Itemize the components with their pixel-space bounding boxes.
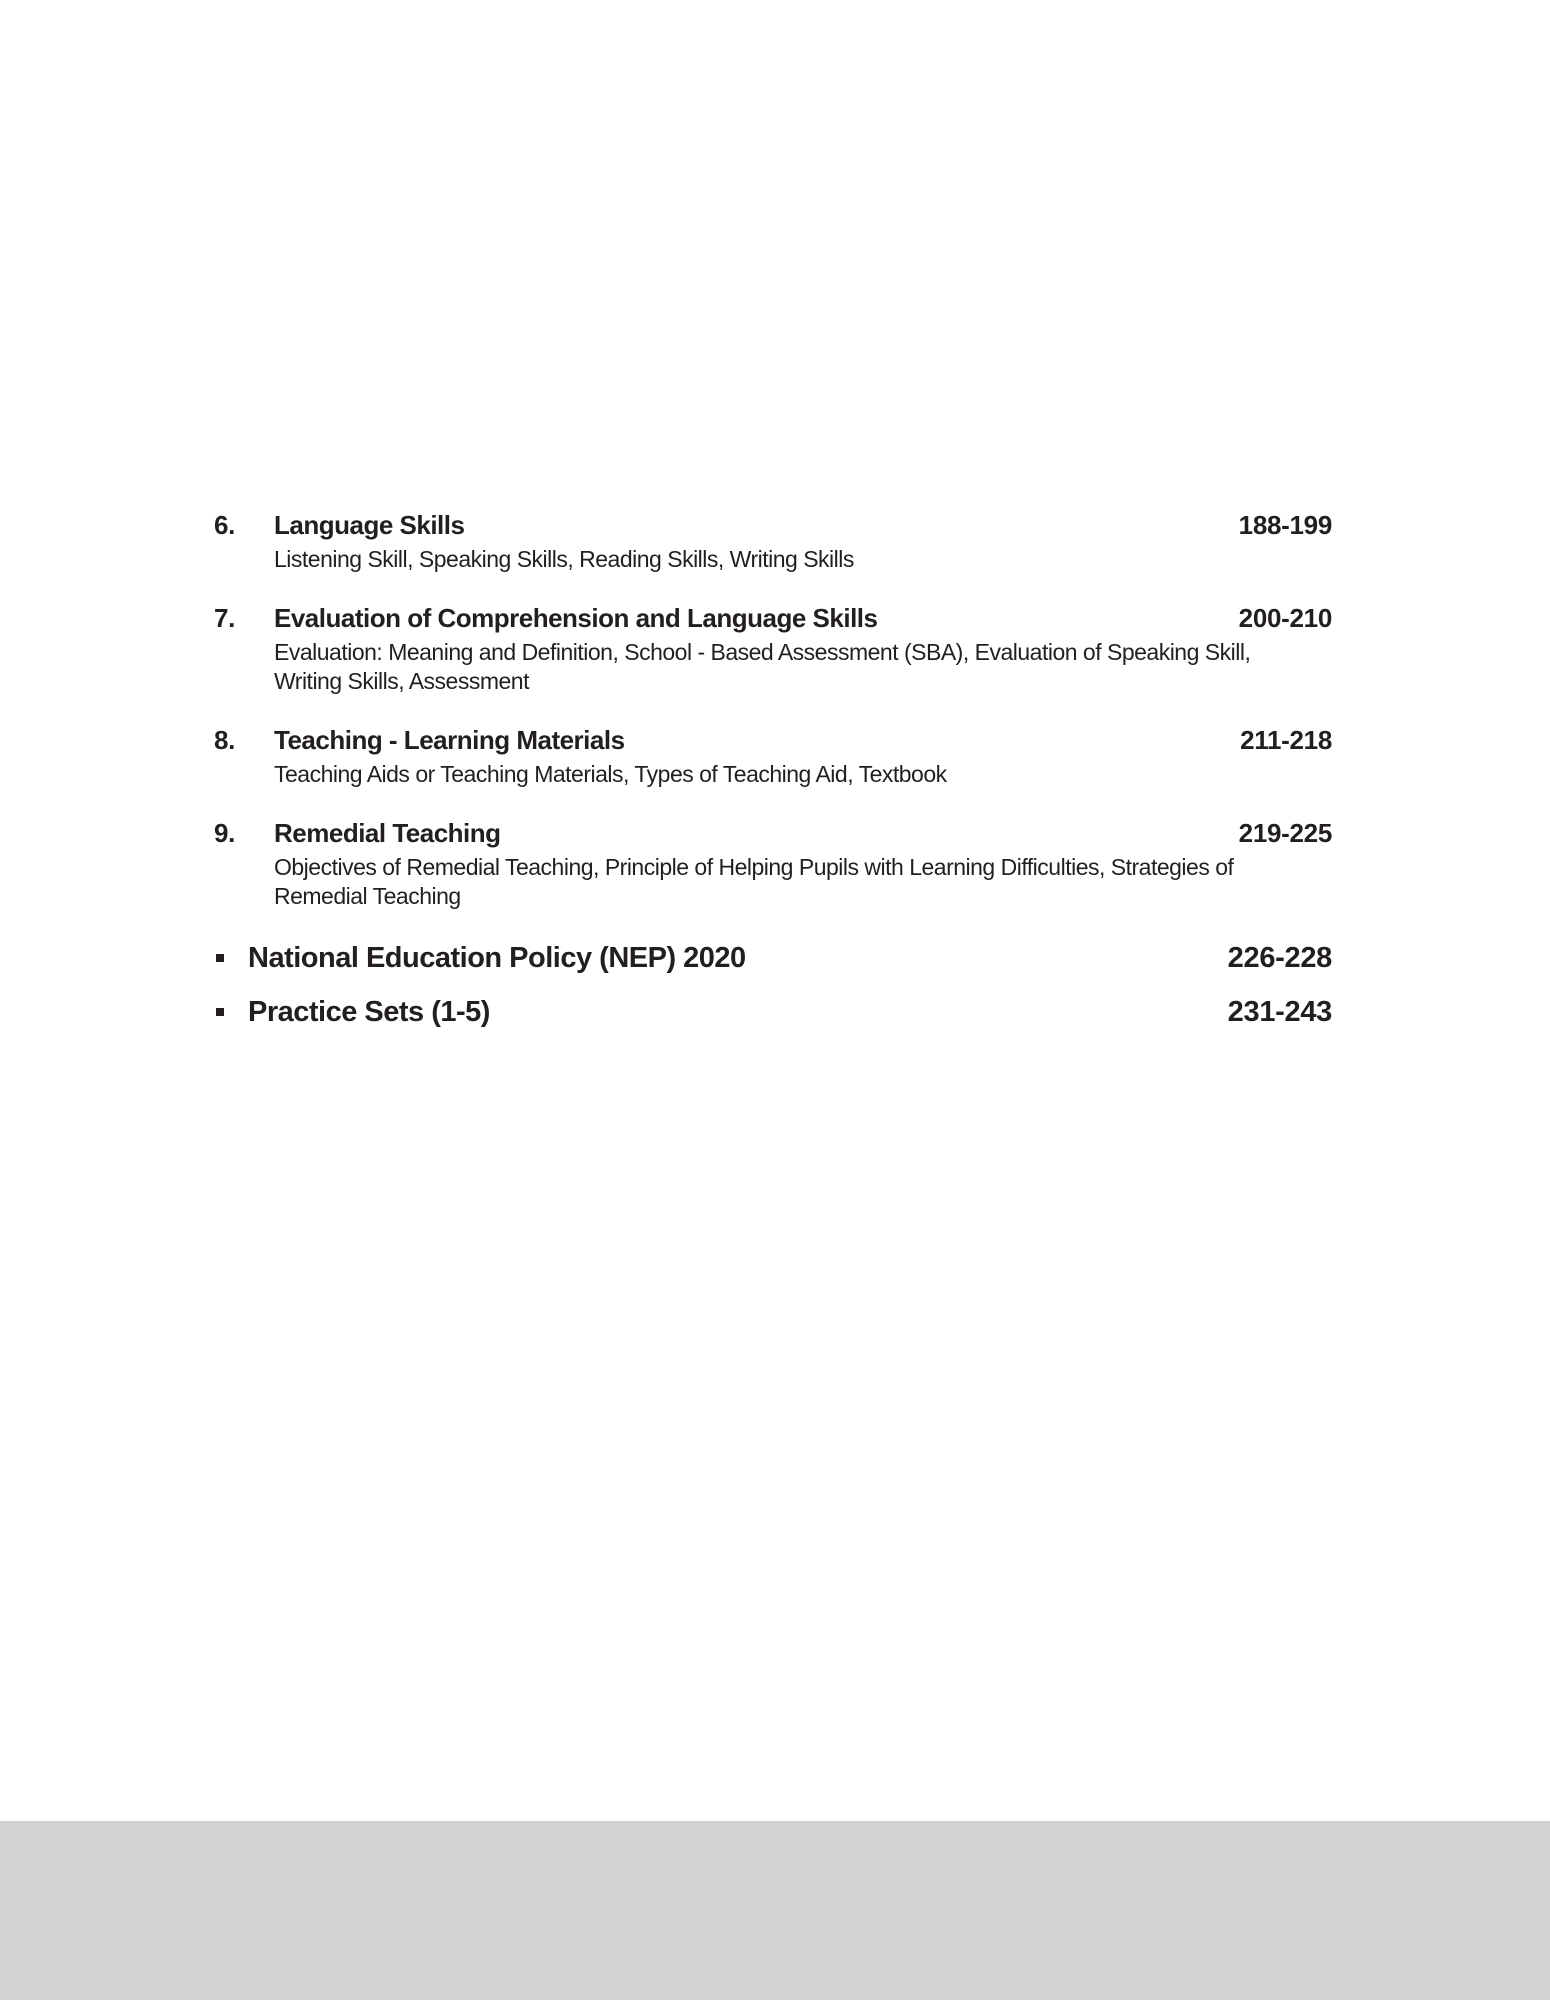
bullet-icon <box>216 1008 224 1016</box>
toc-chapter-8 <box>214 720 1332 789</box>
chapter-topics: Listening Skill, Speaking Skills, Reading Skills, Writing Skills <box>274 546 854 572</box>
extra-page-range: 231-243 <box>1227 996 1332 1028</box>
chapter-title: Remedial Teaching <box>274 818 501 848</box>
chapter-title: Evaluation of Comprehension and Language Skills <box>274 603 878 633</box>
extra-title: Practice Sets (1-5) <box>248 996 490 1028</box>
toc-extra-practice-sets <box>214 989 1332 1043</box>
toc-extra-nep <box>214 935 1332 989</box>
extra-page-range: 226-228 <box>1227 942 1332 974</box>
chapter-page-range: 219-225 <box>1238 818 1332 848</box>
chapter-number: 6. <box>214 510 236 540</box>
toc-chapter-9 <box>214 813 1332 911</box>
toc-chapter-7 <box>214 598 1332 696</box>
chapter-page-range: 188-199 <box>1238 510 1332 540</box>
chapter-number: 8. <box>214 725 236 755</box>
chapter-topics: Evaluation: Meaning and Definition, School - Based Assessment (SBA), Evaluation of Speaking Skill, Writing Skills, Assessment <box>274 639 1251 694</box>
bullet-icon <box>216 954 224 962</box>
chapter-heading <box>214 505 1332 545</box>
chapter-topics: Teaching Aids or Teaching Materials, Types of Teaching Aid, Textbook <box>274 761 947 787</box>
chapter-title: Teaching - Learning Materials <box>274 725 625 755</box>
chapter-title: Language Skills <box>274 510 465 540</box>
footer-band <box>0 1821 1550 2000</box>
toc-extras <box>214 935 1332 1043</box>
toc-chapter-6 <box>214 505 1332 574</box>
chapter-page-range: 200-210 <box>1238 603 1332 633</box>
chapter-page-range: 211-218 <box>1240 725 1332 755</box>
chapter-number: 7. <box>214 603 236 633</box>
table-of-contents <box>214 505 1332 1043</box>
chapter-heading <box>214 720 1332 760</box>
chapter-heading <box>214 813 1332 853</box>
chapter-number: 9. <box>214 818 236 848</box>
chapter-heading <box>214 598 1332 638</box>
extra-title: National Education Policy (NEP) 2020 <box>248 942 746 974</box>
chapter-topics: Objectives of Remedial Teaching, Principle of Helping Pupils with Learning Difficulties, Strategies of Remedial Teaching <box>274 854 1234 909</box>
